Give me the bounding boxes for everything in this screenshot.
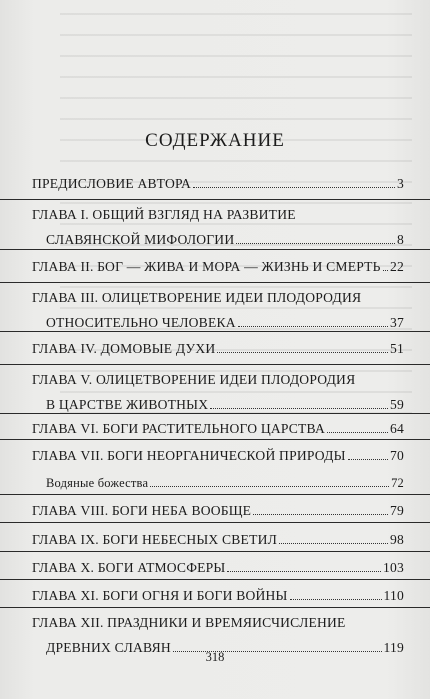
leader-dots [150, 475, 389, 487]
entry-title-continued: СЛАВЯНСКОЙ МИФОЛОГИИ [46, 232, 235, 248]
separator-line [0, 439, 430, 440]
entry-title: ГЛАВА V. ОЛИЦЕТВОРЕНИЕ ИДЕИ ПЛОДОРОДИЯ [32, 372, 356, 387]
entry-title: ГЛАВА IX. БОГИ НЕБЕСНЫХ СВЕТИЛ [32, 532, 278, 548]
toc-entry [32, 502, 404, 519]
separator-line [0, 522, 430, 523]
leader-dots [217, 340, 388, 353]
leader-dots [253, 502, 388, 515]
entry-page: 110 [383, 588, 404, 604]
leader-dots [348, 447, 388, 460]
entry-page: 59 [390, 397, 404, 413]
separator-line [0, 551, 430, 552]
separator-line [0, 331, 430, 332]
entry-title-continued: В ЦАРСТВЕ ЖИВОТНЫХ [46, 397, 209, 413]
toc-entry [32, 207, 404, 248]
entry-title: ГЛАВА XI. БОГИ ОГНЯ И БОГИ ВОЙНЫ [32, 588, 288, 604]
entry-page: 37 [390, 315, 404, 331]
entry-page: 98 [390, 532, 404, 548]
toc-entry [32, 447, 404, 464]
toc-entry [32, 290, 404, 331]
entry-page: 3 [397, 176, 404, 192]
page-title: СОДЕРЖАНИЕ [145, 130, 285, 151]
leader-dots [210, 396, 388, 409]
entry-page: 22 [390, 259, 404, 275]
entry-page: 51 [390, 341, 404, 357]
entry-title: ГЛАВА XII. ПРАЗДНИКИ И ВРЕМЯИСЧИСЛЕНИЕ [32, 615, 346, 630]
leader-dots [227, 559, 381, 572]
entry-title: ГЛАВА III. ОЛИЦЕТВОРЕНИЕ ИДЕИ ПЛОДОРОДИЯ [32, 290, 362, 305]
entry-title: ГЛАВА I. ОБЩИЙ ВЗГЛЯД НА РАЗВИТИЕ [32, 207, 296, 222]
toc-entry [32, 587, 404, 604]
entry-title-continued: ОТНОСИТЕЛЬНО ЧЕЛОВЕКА [46, 315, 236, 331]
entry-page: 70 [390, 448, 404, 464]
entry-page: 103 [383, 560, 404, 576]
toc-subentry [32, 475, 404, 491]
entry-title: ГЛАВА X. БОГИ АТМОСФЕРЫ [32, 560, 226, 576]
toc-entry [32, 340, 404, 357]
entry-page: 119 [383, 640, 404, 656]
toc-entry [32, 175, 404, 192]
entry-title: ГЛАВА VII. БОГИ НЕОРГАНИЧЕСКОЙ ПРИРОДЫ [32, 448, 346, 464]
separator-line [0, 579, 430, 580]
page-number: 318 [205, 650, 225, 664]
separator-line [0, 282, 430, 283]
separator-line [0, 364, 430, 365]
entry-title: ГЛАВА IV. ДОМОВЫЕ ДУХИ [32, 341, 216, 357]
entry-title: ГЛАВА VIII. БОГИ НЕБА ВООБЩЕ [32, 503, 252, 519]
leader-dots [193, 175, 395, 188]
entry-title: ПРЕДИСЛОВИЕ АВТОРА [32, 176, 192, 192]
toc-entry [32, 258, 404, 275]
entry-title: ГЛАВА VI. БОГИ РАСТИТЕЛЬНОГО ЦАРСТВА [32, 421, 325, 437]
toc-entry [32, 372, 404, 413]
separator-line [0, 494, 430, 495]
entry-title: Водяные божества [46, 476, 149, 491]
separator-line [0, 199, 430, 200]
table-of-contents [32, 175, 404, 656]
entry-page: 72 [391, 476, 404, 491]
leader-dots [238, 314, 388, 327]
entry-page: 8 [397, 232, 404, 248]
leader-dots [327, 420, 388, 433]
entry-page: 79 [390, 503, 404, 519]
leader-dots [383, 258, 388, 271]
leader-dots [290, 587, 382, 600]
leader-dots [279, 531, 388, 544]
leader-dots [236, 231, 395, 244]
toc-entry [32, 559, 404, 576]
entry-title-continued: ДРЕВНИХ СЛАВЯН [46, 640, 171, 656]
separator-line [0, 249, 430, 250]
entry-title: ГЛАВА II. БОГ — ЖИВА И МОРА — ЖИЗНЬ И СМЕРТЬ [32, 259, 381, 275]
separator-line [0, 607, 430, 608]
entry-page: 64 [390, 421, 404, 437]
toc-entry [32, 531, 404, 548]
separator-line [0, 413, 430, 414]
toc-entry [32, 420, 404, 437]
